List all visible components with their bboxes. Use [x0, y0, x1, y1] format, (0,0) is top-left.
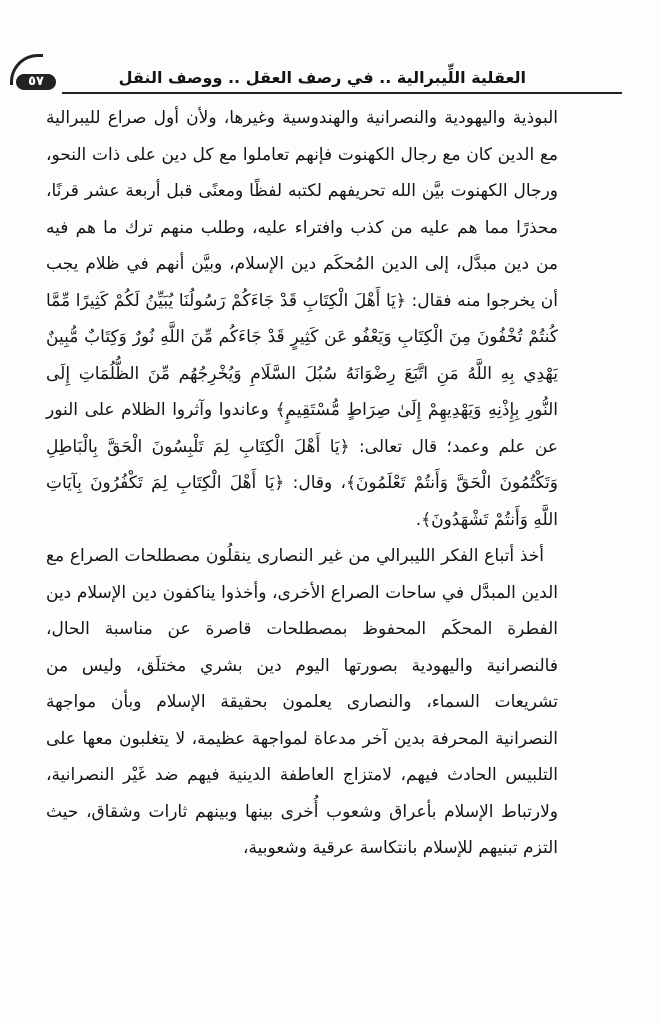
paragraph-1 [46, 100, 558, 538]
paragraph-2 [46, 538, 558, 867]
text-segment: وعاندوا وآثروا الظلام على النور عن علم وعمد؛ قال تعالى: [46, 400, 558, 457]
text-segment: أخذ أتباع الفكر الليبرالي من غير النصارى ينقلُون مصطلحات الصراع مع الدين المبدَّل في ساحات الصراع الأخرى، وأخذوا يناكفون دين الإسلام دين الفطرة المحكَم المحفوظ بمصطلحات قاصرة عن مناسبة الحال، فالنصرانية واليهودية بصورتها اليوم دين بشري مختلَق، وليس من تشريعات السماء، والنصارى يعلمون بحقيقة الإسلام وبأن مواجهة النصرانية المحرفة بدين آخر مدعاة لمواجهة عظيمة، لا يتغلبون معها على التلبيس الحادث فيهم، لامتزاج العاطفة الدينية فيهم ضد غَيْر النصرانية، ولارتباط الإسلام بأعراق وشعوب أُخرى بينها وبينهم ثارات وشقاق، حيث التزم تبنيهم للإسلام بانتكاسة عرقية وشعوبية، [46, 546, 558, 858]
page-header [10, 54, 622, 94]
text-segment: البوذية واليهودية والنصرانية والهندوسية وغيرها، ولأن أول صراع لليبرالية مع الدين كان مع رجال الكهنوت فإنهم تعاملوا مع كل دين على ذات النحو، ورجال الكهنوت بيَّن الله تحريفهم لكتبه لفظًا ومعنًى قبل أربعة عشر قرنًا، محذرًا مما هم عليه من كذب وافتراء عليه، وطلب منهم ترك ما هم فيه من دين مبدَّل، إلى الدين المُحكَم دين الإسلام، وبيَّن أنهم في ظلام يجب أن يخرجوا منه فقال: [46, 108, 558, 311]
quran-verse: ﴿يَا أَهْلَ الْكِتَابِ لِمَ تَكْفُرُونَ بِآيَاتِ اللَّهِ وَأَنتُمْ تَشْهَدُونَ﴾ [46, 473, 558, 530]
quran-verse: ﴿يَا أَهْلَ الْكِتَابِ لِمَ تَلْبِسُونَ الْحَقَّ بِالْبَاطِلِ وَتَكْتُمُونَ الْحَقَّ وَأَنتُمْ تَعْلَمُونَ﴾ [46, 436, 559, 493]
text-segment: ، وقال: [284, 473, 346, 493]
body-text [46, 100, 558, 867]
text-segment: . [415, 509, 422, 530]
page-number-ornament [10, 54, 64, 94]
quran-verse: ﴿يَا أَهْلَ الْكِتَابِ قَدْ جَاءَكُمْ رَسُولُنَا يُبَيِّنُ لَكُمْ كَثِيرًا مِّمَّا كُنتُمْ تُخْفُونَ مِنَ الْكِتَابِ وَيَعْفُو عَن كَثِيرٍ قَدْ جَاءَكُم مِّنَ اللَّهِ نُورٌ وَكِتَابٌ مُّبِينٌ يَهْدِي بِهِ اللَّهُ مَنِ اتَّبَعَ رِضْوَانَهُ سُبُلَ السَّلَامِ وَيُخْرِجُهُم مِّنَ الظُّلُمَاتِ إِلَى النُّورِ بِإِذْنِهِ وَيَهْدِيهِمْ إِلَىٰ صِرَاطٍ مُّسْتَقِيمٍ﴾ [46, 290, 558, 420]
running-title: العقلية اللِّيبرالية .. في رصف العقل .. ووصف النقل [118, 68, 526, 87]
header-rule [62, 92, 622, 94]
page-number: ٥٧ [16, 74, 56, 90]
